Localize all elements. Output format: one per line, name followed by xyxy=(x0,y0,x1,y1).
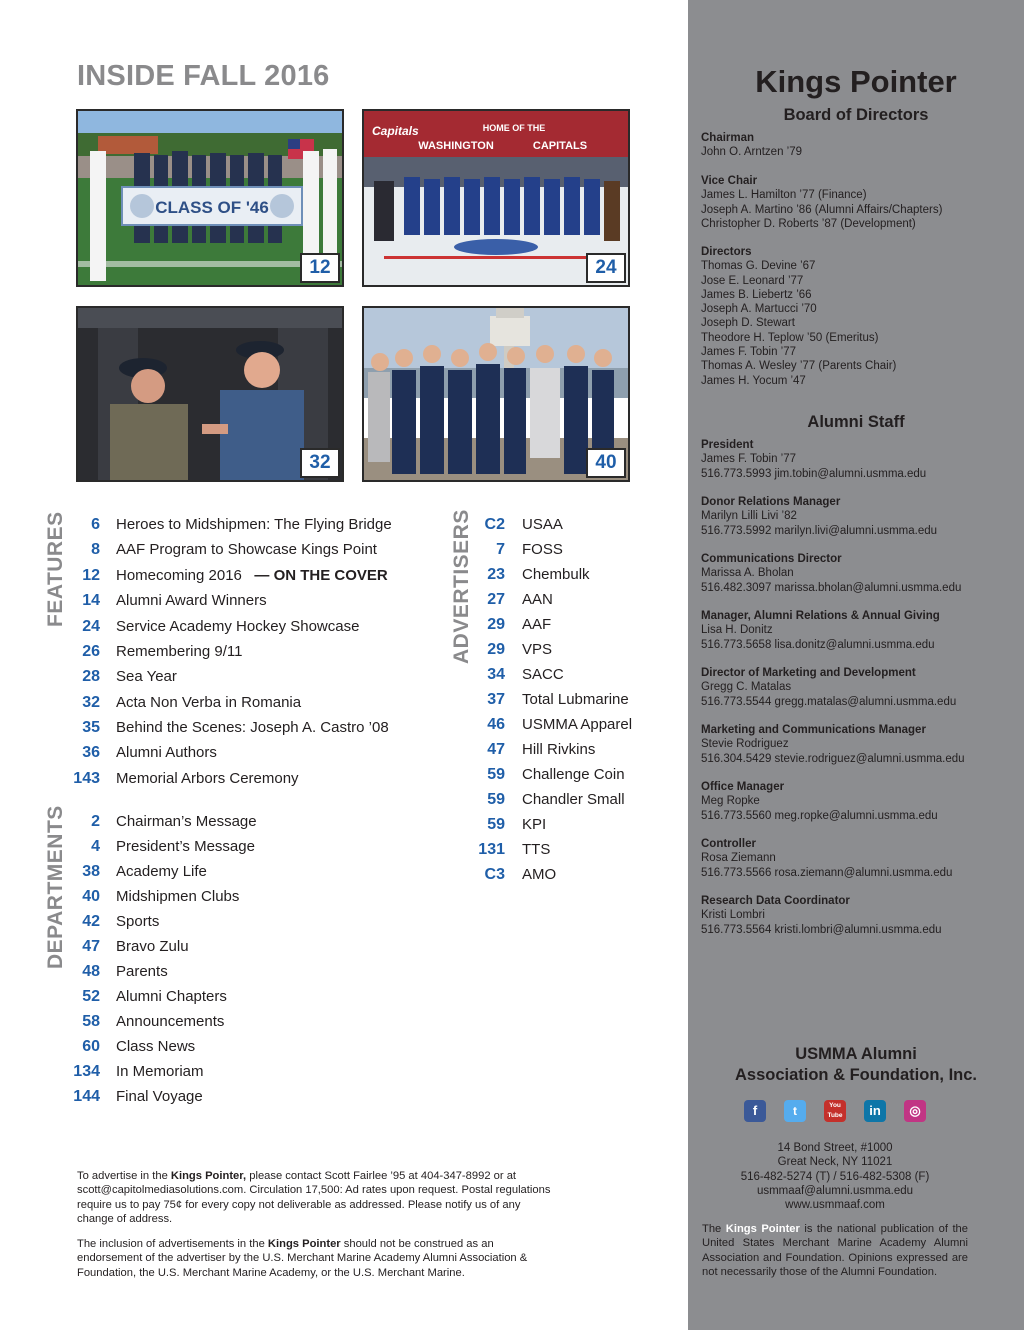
advertiser-name: AAF xyxy=(522,616,552,633)
toc-row[interactable] xyxy=(60,911,430,933)
toc-page-number: 134 xyxy=(73,1063,100,1080)
advertiser-row[interactable] xyxy=(470,789,670,811)
advertiser-name: KPI xyxy=(522,816,547,833)
photo-romania[interactable] xyxy=(76,306,344,482)
advertiser-page-number: 7 xyxy=(496,541,505,558)
staff-role: Director of Marketing and Development xyxy=(701,667,916,679)
toc-title: In Memoriam xyxy=(116,1063,204,1080)
board-role: Vice Chair xyxy=(701,175,758,187)
staff-name: Meg Ropke xyxy=(701,795,760,808)
board-member: Joseph A. Martino ’86 (Alumni Affairs/Chapters) xyxy=(701,203,943,216)
advertising-notice-text: To advertise in the xyxy=(77,1170,171,1182)
toc-title: Alumni Chapters xyxy=(116,988,227,1005)
staff-contact[interactable]: 516.773.5566 rosa.ziemann@alumni.usmma.edu xyxy=(701,866,953,879)
toc-row[interactable] xyxy=(60,742,430,764)
mailing-address xyxy=(688,1141,982,1212)
staff-role: President xyxy=(701,439,754,451)
staff-contact[interactable]: 516.304.5429 stevie.rodriguez@alumni.usmma.edu xyxy=(701,752,965,765)
toc-page-number: 38 xyxy=(82,863,100,880)
disclaimer-text: is the national publication of the United States Merchant Marine Academy Alumni Association and Foundation. Opinions expressed are not necessarily those of the Alumni Foundation. xyxy=(702,1223,968,1278)
advertiser-row[interactable] xyxy=(470,664,670,686)
board-member: Theodore H. Teplow ’50 (Emeritus) xyxy=(701,331,879,344)
staff-contact[interactable]: 516.773.5658 lisa.donitz@alumni.usmma.edu xyxy=(701,638,935,651)
staff-name: Kristi Lombri xyxy=(701,909,765,922)
staff-name: Marissa A. Bholan xyxy=(701,567,794,580)
advertiser-page-number: 27 xyxy=(487,591,505,608)
advertiser-page-number: C2 xyxy=(484,516,505,533)
toc-title: Final Voyage xyxy=(116,1088,203,1105)
staff-name: Marilyn Lilli Livi ’82 xyxy=(701,510,797,523)
association-name xyxy=(688,1044,1024,1086)
advertiser-page-number: 29 xyxy=(487,641,505,658)
endorsement-notice xyxy=(77,1237,557,1280)
board-member: Thomas G. Devine ’67 xyxy=(701,260,816,273)
page-title: INSIDE FALL 2016 xyxy=(77,60,330,92)
board-role: Directors xyxy=(701,246,752,258)
advertiser-page-number: 37 xyxy=(487,691,505,708)
toc-title: Alumni Award Winners xyxy=(116,592,267,609)
toc-page-number: 12 xyxy=(82,567,100,584)
advertiser-row[interactable] xyxy=(470,814,670,836)
advertiser-row[interactable] xyxy=(470,514,670,536)
association-name-line: Association & Foundation, Inc. xyxy=(734,1066,977,1084)
toc-page-number: 48 xyxy=(82,963,100,980)
toc-row[interactable] xyxy=(60,1061,430,1083)
staff-entry xyxy=(701,438,1011,481)
staff-entry xyxy=(701,552,1011,595)
advertiser-page-number: 29 xyxy=(487,616,505,633)
facebook-icon[interactable]: f xyxy=(744,1100,766,1122)
board-member: Jose E. Leonard ’77 xyxy=(701,274,804,287)
endorsement-notice-text: should not be construed as an endorsement of the advertiser by the U.S. Merchant Marine Academy Alumni Association & Foundation, the U.S. Merchant Marine Academy, or the U.S. Merchant Marine. xyxy=(77,1238,528,1279)
toc-row[interactable] xyxy=(60,539,430,561)
page-number-badge: 24 xyxy=(586,253,626,283)
advertiser-name: USMMA Apparel xyxy=(522,716,633,733)
advertisers-heading: ADVERTISERS xyxy=(450,509,473,664)
toc-row[interactable] xyxy=(60,717,430,739)
website-link[interactable]: www.usmmaaf.com xyxy=(785,1199,885,1212)
staff-role: Controller xyxy=(701,838,756,850)
advertiser-page-number: 34 xyxy=(487,666,505,683)
toc-title: Homecoming 2016 xyxy=(116,567,242,584)
advertiser-row[interactable] xyxy=(470,614,670,636)
address-line: 14 Bond Street, #1000 xyxy=(777,1142,893,1154)
advertiser-name: SACC xyxy=(522,666,564,683)
staff-contact[interactable]: 516.773.5993 jim.tobin@alumni.usmma.edu xyxy=(701,467,927,480)
email-link[interactable]: usmmaaf@alumni.usmma.edu xyxy=(756,1184,914,1197)
board-member: James L. Hamilton ’77 (Finance) xyxy=(701,189,867,202)
youtube-icon[interactable]: You Tube xyxy=(824,1100,846,1122)
masthead-title: Kings Pointer xyxy=(755,64,957,99)
toc-title: Academy Life xyxy=(116,863,207,880)
staff-entry xyxy=(701,666,1011,709)
advertiser-row[interactable] xyxy=(470,639,670,661)
board-member: Joseph A. Martucci ’70 xyxy=(701,303,817,316)
board-role: Chairman xyxy=(701,132,755,144)
staff-contact[interactable]: 516.482.3097 marissa.bholan@alumni.usmma.edu xyxy=(701,581,962,594)
toc-row[interactable] xyxy=(60,961,430,983)
board-member: John O. Arntzen ’79 xyxy=(701,146,803,159)
staff-contact[interactable]: 516.773.5560 meg.ropke@alumni.usmma.edu xyxy=(701,809,938,822)
arena-sign-left: WASHINGTON xyxy=(418,140,494,152)
photo-homecoming[interactable] xyxy=(76,109,344,287)
board-member: James F. Tobin ’77 xyxy=(701,346,797,359)
toc-page-number: 58 xyxy=(82,1013,100,1030)
toc-row[interactable] xyxy=(60,590,430,612)
advertiser-page-number: 59 xyxy=(487,816,505,833)
toc-page-number: 144 xyxy=(73,1088,100,1105)
toc-row[interactable] xyxy=(60,565,430,587)
advertising-notice xyxy=(77,1169,557,1226)
toc-title: Behind the Scenes: Joseph A. Castro ’08 xyxy=(116,719,389,736)
advertiser-row[interactable] xyxy=(470,764,670,786)
social-links xyxy=(744,1100,934,1124)
arena-sign-top: HOME OF THE xyxy=(482,123,546,133)
staff-contact[interactable]: 516.773.5544 gregg.matalas@alumni.usmma.edu xyxy=(701,695,957,708)
board-heading: Board of Directors xyxy=(783,106,929,124)
toc-page-number: 32 xyxy=(82,694,100,711)
toc-title: Announcements xyxy=(116,1013,225,1030)
advertiser-name: VPS xyxy=(522,641,553,658)
toc-title: Alumni Authors xyxy=(116,744,217,761)
toc-title: Bravo Zulu xyxy=(116,938,189,955)
publication-name: Kings Pointer xyxy=(725,1223,800,1235)
toc-title: Class News xyxy=(116,1038,196,1055)
features-heading: FEATURES xyxy=(44,511,67,627)
advertiser-page-number: 59 xyxy=(487,791,505,808)
on-the-cover-label: — ON THE COVER xyxy=(254,567,388,584)
advertiser-row[interactable] xyxy=(470,714,670,736)
toc-title: Midshipmen Clubs xyxy=(116,888,240,905)
toc-row[interactable] xyxy=(60,514,430,536)
banner-text: CLASS OF '46 xyxy=(155,198,269,217)
staff-name: Stevie Rodriguez xyxy=(701,738,789,751)
toc-row[interactable] xyxy=(60,692,430,714)
board-chairman xyxy=(701,131,1011,160)
advertiser-name: Challenge Coin xyxy=(522,766,625,783)
advertiser-row[interactable] xyxy=(470,539,670,561)
toc-page-number: 24 xyxy=(82,618,100,635)
toc-row[interactable] xyxy=(60,861,430,883)
toc-title: Parents xyxy=(116,963,168,980)
advertiser-row[interactable] xyxy=(470,739,670,761)
toc-page-number: 60 xyxy=(82,1038,100,1055)
toc-page-number: 14 xyxy=(82,592,100,609)
toc-title: Acta Non Verba in Romania xyxy=(116,694,302,711)
advertiser-name: USAA xyxy=(522,516,563,533)
page-number-badge: 40 xyxy=(586,448,626,478)
toc-row[interactable] xyxy=(60,768,430,790)
toc-page-number: 6 xyxy=(91,516,100,533)
toc-page-number: 143 xyxy=(73,770,100,787)
toc-row[interactable] xyxy=(60,836,430,858)
staff-entry xyxy=(701,723,1011,766)
advertiser-row[interactable] xyxy=(470,864,670,886)
advertiser-page-number: 23 xyxy=(487,566,505,583)
toc-title: Heroes to Midshipmen: The Flying Bridge xyxy=(116,516,392,533)
toc-row[interactable] xyxy=(60,1036,430,1058)
publication-name: Kings Pointer, xyxy=(170,1170,247,1182)
toc-page-number: 36 xyxy=(82,744,100,761)
toc-row[interactable] xyxy=(60,1011,430,1033)
advertiser-page-number: C3 xyxy=(484,866,505,883)
toc-title: AAF Program to Showcase Kings Point xyxy=(116,541,377,558)
page-number-badge: 12 xyxy=(300,253,340,283)
board-member: James B. Liebertz ’66 xyxy=(701,288,812,301)
capitals-logo-text: Capitals xyxy=(372,124,419,138)
staff-role: Marketing and Communications Manager xyxy=(701,724,926,736)
departments-heading: DEPARTMENTS xyxy=(44,805,67,969)
advertiser-name: Chandler Small xyxy=(522,791,625,808)
toc-row[interactable] xyxy=(60,1086,430,1108)
toc-page-number: 26 xyxy=(82,643,100,660)
board-member: James H. Yocum ’47 xyxy=(701,374,806,387)
advertising-notice-text: please contact Scott Fairlee ’95 at 404-347-8992 or at scott@capitolmediasolutions.com. Circulation 17,500: Ad rates upon request. Postal regulations require us to pay 75¢ for every copy not deliverable as addressed. Please notify us of any change of address. xyxy=(77,1170,551,1225)
publication-name: Kings Pointer xyxy=(267,1238,341,1250)
photo-sea-year[interactable] xyxy=(362,306,630,482)
toc-title: Service Academy Hockey Showcase xyxy=(116,618,360,635)
association-name-line: USMMA Alumni xyxy=(795,1045,917,1063)
board-member: Thomas A. Wesley ’77 (Parents Chair) xyxy=(701,360,897,373)
advertiser-row[interactable] xyxy=(470,589,670,611)
toc-title: President’s Message xyxy=(116,838,255,855)
advertiser-row[interactable] xyxy=(470,839,670,861)
staff-role: Office Manager xyxy=(701,781,785,793)
staff-entry xyxy=(701,837,1011,880)
phone-line: 516-482-5274 (T) / 516-482-5308 (F) xyxy=(740,1170,930,1183)
toc-row[interactable] xyxy=(60,641,430,663)
toc-title: Memorial Arbors Ceremony xyxy=(116,770,299,787)
board-vice-chair xyxy=(701,174,1011,231)
photo-hockey[interactable] xyxy=(362,109,630,287)
board-directors xyxy=(701,245,1011,388)
toc-page-number: 4 xyxy=(91,838,100,855)
board-member: Joseph D. Stewart xyxy=(701,317,795,330)
toc-title: Sea Year xyxy=(116,668,177,685)
staff-entry xyxy=(701,495,1011,538)
staff-role: Donor Relations Manager xyxy=(701,496,841,508)
staff-role: Manager, Alumni Relations & Annual Giving xyxy=(701,610,940,622)
staff-contact[interactable]: 516.773.5564 kristi.lombri@alumni.usmma.edu xyxy=(701,923,942,936)
staff-name: Rosa Ziemann xyxy=(701,852,776,865)
toc-row[interactable] xyxy=(60,666,430,688)
staff-heading: Alumni Staff xyxy=(807,413,905,431)
toc-page-number: 47 xyxy=(82,938,100,955)
instagram-icon[interactable]: ◎ xyxy=(904,1100,926,1122)
staff-entry xyxy=(701,609,1011,652)
staff-contact[interactable]: 516.773.5992 marilyn.livi@alumni.usmma.edu xyxy=(701,524,938,537)
page-number-badge: 32 xyxy=(300,448,340,478)
advertiser-name: Total Lubmarine xyxy=(522,691,629,708)
staff-name: James F. Tobin ’77 xyxy=(701,453,797,466)
toc-row[interactable] xyxy=(60,811,430,833)
toc-page-number: 40 xyxy=(82,888,100,905)
toc-row[interactable] xyxy=(60,886,430,908)
toc-title: Chairman’s Message xyxy=(116,813,257,830)
advertiser-row[interactable] xyxy=(470,564,670,586)
toc-row[interactable] xyxy=(60,936,430,958)
address-line: Great Neck, NY 11021 xyxy=(777,1156,893,1169)
advertiser-page-number: 131 xyxy=(478,841,505,858)
toc-page-number: 35 xyxy=(82,719,100,736)
advertiser-page-number: 59 xyxy=(487,766,505,783)
advertiser-name: AMO xyxy=(522,866,557,883)
advertiser-page-number: 46 xyxy=(487,716,505,733)
advertiser-name: Hill Rivkins xyxy=(522,741,596,758)
toc-page-number: 52 xyxy=(82,988,100,1005)
advertiser-name: AAN xyxy=(522,591,553,608)
disclaimer-text: The xyxy=(702,1223,726,1235)
toc-page-number: 2 xyxy=(91,813,100,830)
toc-title: Remembering 9/11 xyxy=(116,643,243,660)
advertiser-name: TTS xyxy=(522,841,551,858)
advertiser-page-number: 47 xyxy=(487,741,505,758)
advertiser-name: Chembulk xyxy=(522,566,590,583)
toc-page-number: 8 xyxy=(91,541,100,558)
staff-role: Research Data Coordinator xyxy=(701,895,850,907)
toc-page-number: 42 xyxy=(82,913,100,930)
advertiser-row[interactable] xyxy=(470,689,670,711)
linkedin-icon[interactable]: in xyxy=(864,1100,886,1122)
staff-name: Lisa H. Donitz xyxy=(701,624,773,637)
arena-sign-right: CAPITALS xyxy=(532,140,588,152)
toc-row[interactable] xyxy=(60,986,430,1008)
twitter-icon[interactable]: t xyxy=(784,1100,806,1122)
toc-page-number: 28 xyxy=(82,668,100,685)
staff-entry xyxy=(701,894,1011,937)
endorsement-notice-text: The inclusion of advertisements in the xyxy=(77,1238,268,1250)
staff-name: Gregg C. Matalas xyxy=(701,681,792,694)
toc-row[interactable] xyxy=(60,616,430,638)
staff-entry xyxy=(701,780,1011,823)
staff-role: Communications Director xyxy=(701,553,842,565)
board-member: Christopher D. Roberts ’87 (Development) xyxy=(701,217,916,230)
toc-title: Sports xyxy=(116,913,160,930)
publication-disclaimer xyxy=(702,1222,968,1279)
advertiser-name: FOSS xyxy=(522,541,563,558)
